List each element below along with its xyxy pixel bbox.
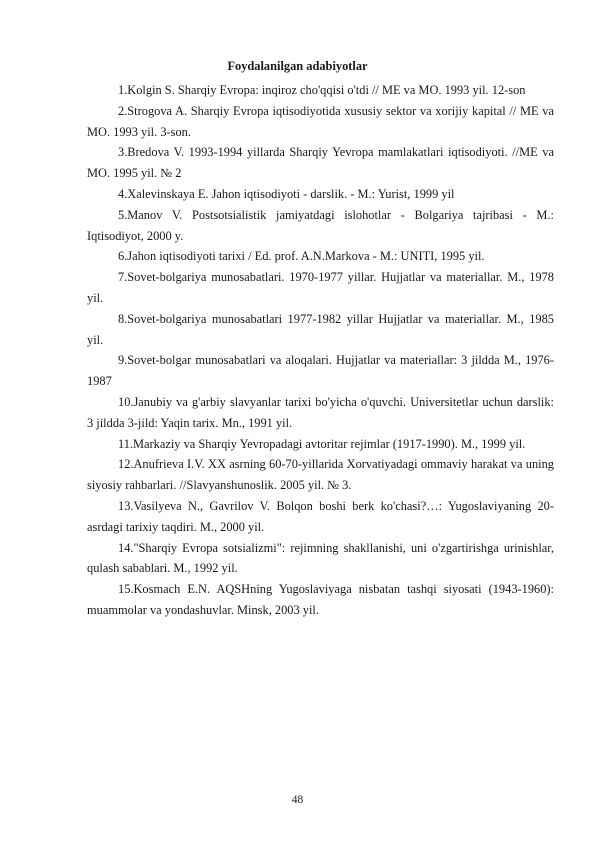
references-heading: Foydalanilgan adabiyotlar [227, 59, 368, 73]
reference-list [87, 80, 554, 621]
reference-item-7: 7.Sovet-bolgariya munosabatlari. 1970-1977 yillar. Hujjatlar va materiallar. M., 1978 yil. [87, 270, 554, 305]
reference-item-12: 12.Anufrieva I.V. XX asrning 60-70-yillarida Xorvatiyadagi ommaviy harakat va uning siyosiy rahbarlari. //Slavyanshunoslik. 2005 yil. № 3. [87, 457, 554, 493]
reference-item-2: 2.Strogova A. Sharqiy Evropa iqtisodiyotida xususiy sektor va xorijiy kapital // ME va MO. 1993 yil. 3-son. [87, 103, 554, 139]
reference-item-8: 8.Sovet-bolgariya munosabatlari 1977-1982 yillar Hujjatlar va materiallar. M., 1985 yil. [87, 311, 554, 347]
reference-item-6: 6.Jahon iqtisodiyoti tarixi / Ed. prof. A.N.Markova - M.: UNITI, 1995 yil. [118, 249, 485, 264]
reference-item-1: 1.Kolgin S. Sharqiy Evropa: inqiroz cho'qqisi o'tdi // ME va MO. 1993 yil. 12-son [118, 83, 526, 97]
reference-item-13: 13.Vasilyeva N., Gavrilov V. Bolqon boshi berk ko'chasi?…: Yugoslaviyaning 20-asrdagi tarixiy taqdiri. M., 2000 yil. [87, 498, 554, 534]
reference-item-14: 14."Sharqiy Evropa sotsializmi": rejimning shakllanishi, uni o'zgartirishga urinishlar, qulash sabablari. M., 1992 yil. [87, 540, 554, 576]
reference-item-5: 5.Manov V. Postsotsialistik jamiyatdagi islohotlar - Bolgariya tajribasi - M.: Iqtisodiyot, 2000 y. [87, 207, 554, 243]
page-number: 48 [291, 794, 304, 806]
reference-item-15: 15.Kosmach E.N. AQSHning Yugoslaviyaga nisbatan tashqi siyosati (1943-1960): muammolar va yondashuvlar. Minsk, 2003 yil. [87, 582, 554, 617]
reference-item-10: 10.Janubiy va g'arbiy slavyanlar tarixi bo'yicha o'quvchi. Universitetlar uchun darslik: 3 jildda 3-jild: Yaqin tarix. Mn., 1991 yil. [87, 394, 554, 430]
reference-item-3: 3.Bredova V. 1993-1994 yillarda Sharqiy Yevropa mamlakatlari iqtisodiyoti. //ME va MO. 1995 yil. № 2 [87, 145, 554, 181]
reference-item-11: 11.Markaziy va Sharqiy Yevropadagi avtoritar rejimlar (1917-1990). M., 1999 yil. [118, 436, 526, 451]
reference-item-9: 9.Sovet-bolgar munosabatlari va aloqalari. Hujjatlar va materiallar: 3 jildda M., 1976-1987 [87, 353, 554, 389]
reference-item-4: 4.Xalevinskaya E. Jahon iqtisodiyoti - darslik. - M.: Yurist, 1999 yil [118, 186, 455, 201]
